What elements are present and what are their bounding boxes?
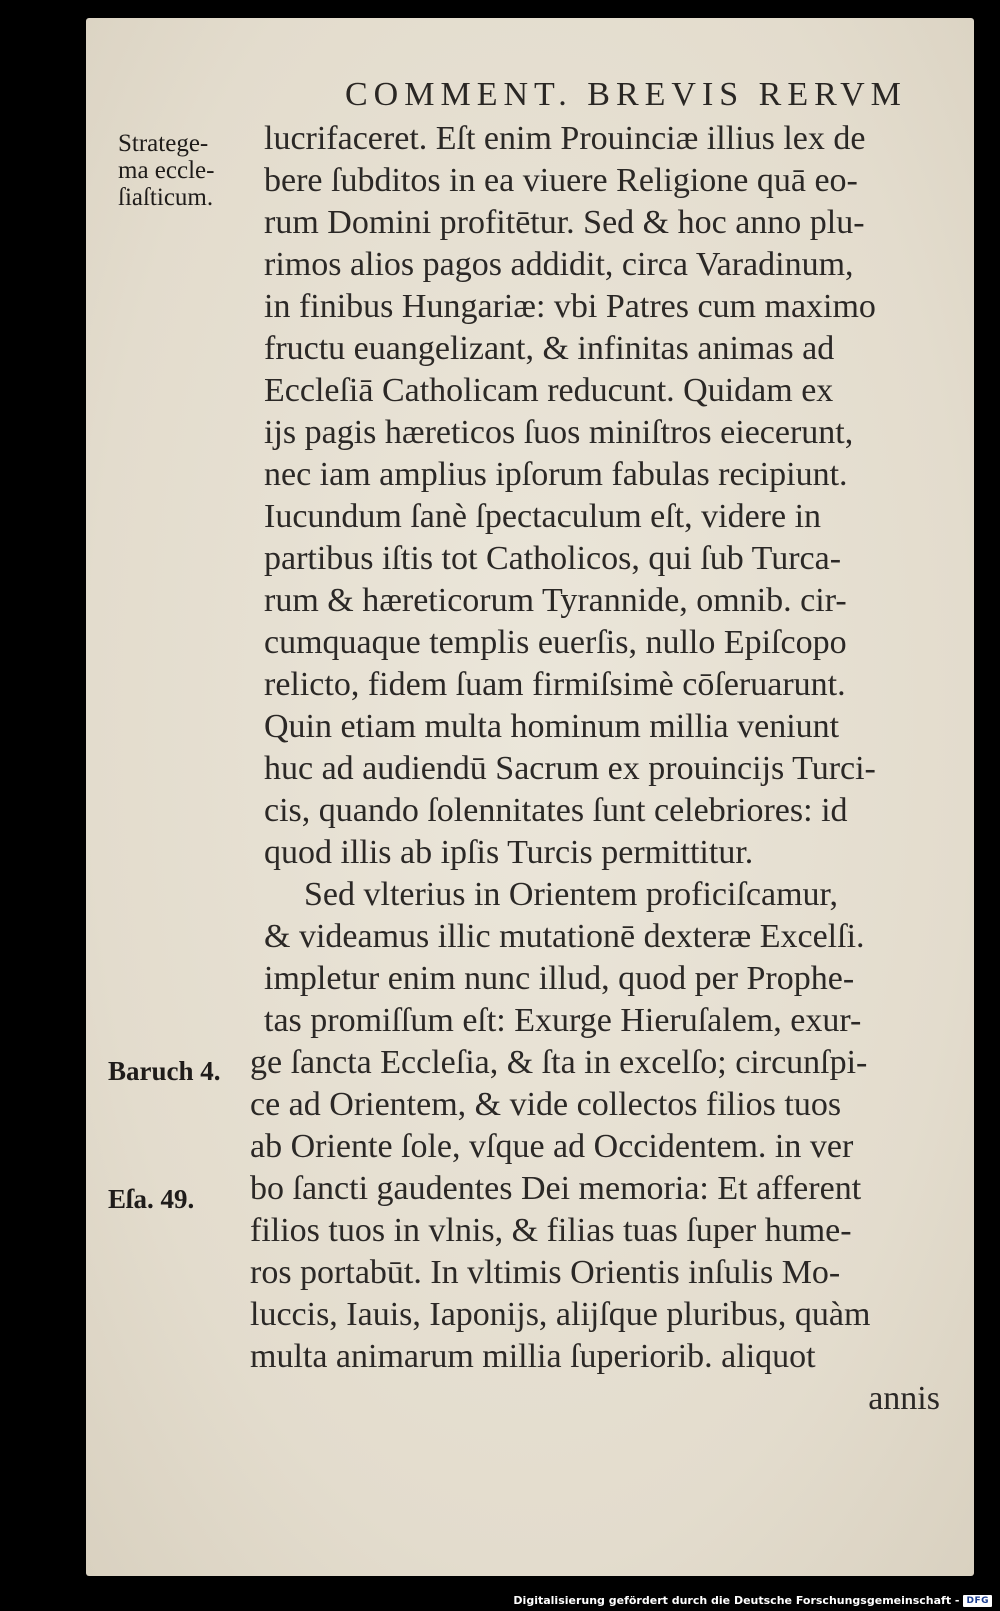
text-line: partibus iſtis tot Catholicos, qui ſub Turca-	[264, 540, 842, 577]
catchword: annis	[868, 1380, 940, 1417]
text-line: rimos alios pagos addidit, circa Varadinum,	[264, 246, 854, 283]
text-line: Iucundum ſanè ſpectaculum eſt, videre in	[264, 498, 822, 535]
text-line: impletur enim nunc illud, quod per Prophe-	[264, 960, 855, 997]
text-line: ab Oriente ſole, vſque ad Occidentem. in ver	[250, 1128, 854, 1165]
text-line: bo ſancti gaudentes Dei memoria: Et afferent	[250, 1170, 862, 1207]
text-line: huc ad audiendū Sacrum ex prouincijs Turci-	[264, 750, 876, 787]
text-line: cumquaque templis euerſis, nullo Epiſcopo	[264, 624, 847, 661]
running-head: COMMENT. BREVIS RERVM	[345, 76, 907, 113]
text-line: bere ſubditos in ea viuere Religione quā eo-	[264, 162, 858, 199]
text-line: ijs pagis hæreticos ſuos miniſtros eiecerunt,	[264, 414, 854, 451]
margin-note-strategema	[118, 130, 214, 211]
text-line: ros portabūt. In vltimis Orientis inſulis Mo-	[250, 1254, 841, 1291]
margin-note-line: ſiaſticum.	[118, 184, 214, 211]
text-line: nec iam amplius ipſorum fabulas recipiunt.	[264, 456, 848, 493]
text-line: fructu euangelizant, & infinitas animas ad	[264, 330, 835, 367]
text-line: lucrifaceret. Eſt enim Prouinciæ illius lex de	[264, 120, 866, 157]
digitization-footer	[513, 1594, 992, 1607]
margin-note-esa: Eſa. 49.	[108, 1184, 195, 1214]
text-line: Sed vlterius in Orientem proficiſcamur,	[304, 876, 838, 913]
text-line: filios tuos in vlnis, & filias tuas ſuper hume-	[250, 1212, 852, 1249]
text-line: quod illis ab ipſis Turcis permittitur.	[264, 834, 754, 871]
text-line: rum Domini profitētur. Sed & hoc anno plu-	[264, 204, 865, 241]
text-line: luccis, Iauis, Iaponijs, alijſque pluribus, quàm	[250, 1296, 871, 1333]
text-line: in finibus Hungariæ: vbi Patres cum maximo	[264, 288, 876, 325]
margin-note-line: ma eccle-	[118, 157, 215, 184]
dfg-logo: DFG	[963, 1595, 992, 1607]
margin-note-baruch: Baruch 4.	[108, 1056, 221, 1086]
text-line: ge ſancta Eccleſia, & ſta in excelſo; circunſpi-	[250, 1044, 868, 1081]
text-line: & videamus illic mutationē dexteræ Excelſi.	[264, 918, 865, 955]
text-line: multa animarum millia ſuperiorib. aliquot	[250, 1338, 816, 1375]
text-line: ce ad Orientem, & vide collectos filios tuos	[250, 1086, 842, 1123]
text-line: Eccleſiā Catholicam reducunt. Quidam ex	[264, 372, 834, 409]
text-line: rum & hæreticorum Tyrannide, omnib. cir-	[264, 582, 847, 619]
margin-note-line: Stratege-	[118, 130, 209, 157]
text-line: Quin etiam multa hominum millia veniunt	[264, 708, 840, 745]
text-line: cis, quando ſolennitates ſunt celebriores: id	[264, 792, 848, 829]
text-body	[250, 118, 970, 1420]
footer-text: Digitalisierung gefördert durch die Deutsche Forschungsgemeinschaft -	[513, 1594, 960, 1607]
text-line: tas promiſſum eſt: Exurge Hieruſalem, exur-	[264, 1002, 862, 1039]
text-line: relicto, fidem ſuam firmiſsimè cōſeruarunt.	[264, 666, 846, 703]
